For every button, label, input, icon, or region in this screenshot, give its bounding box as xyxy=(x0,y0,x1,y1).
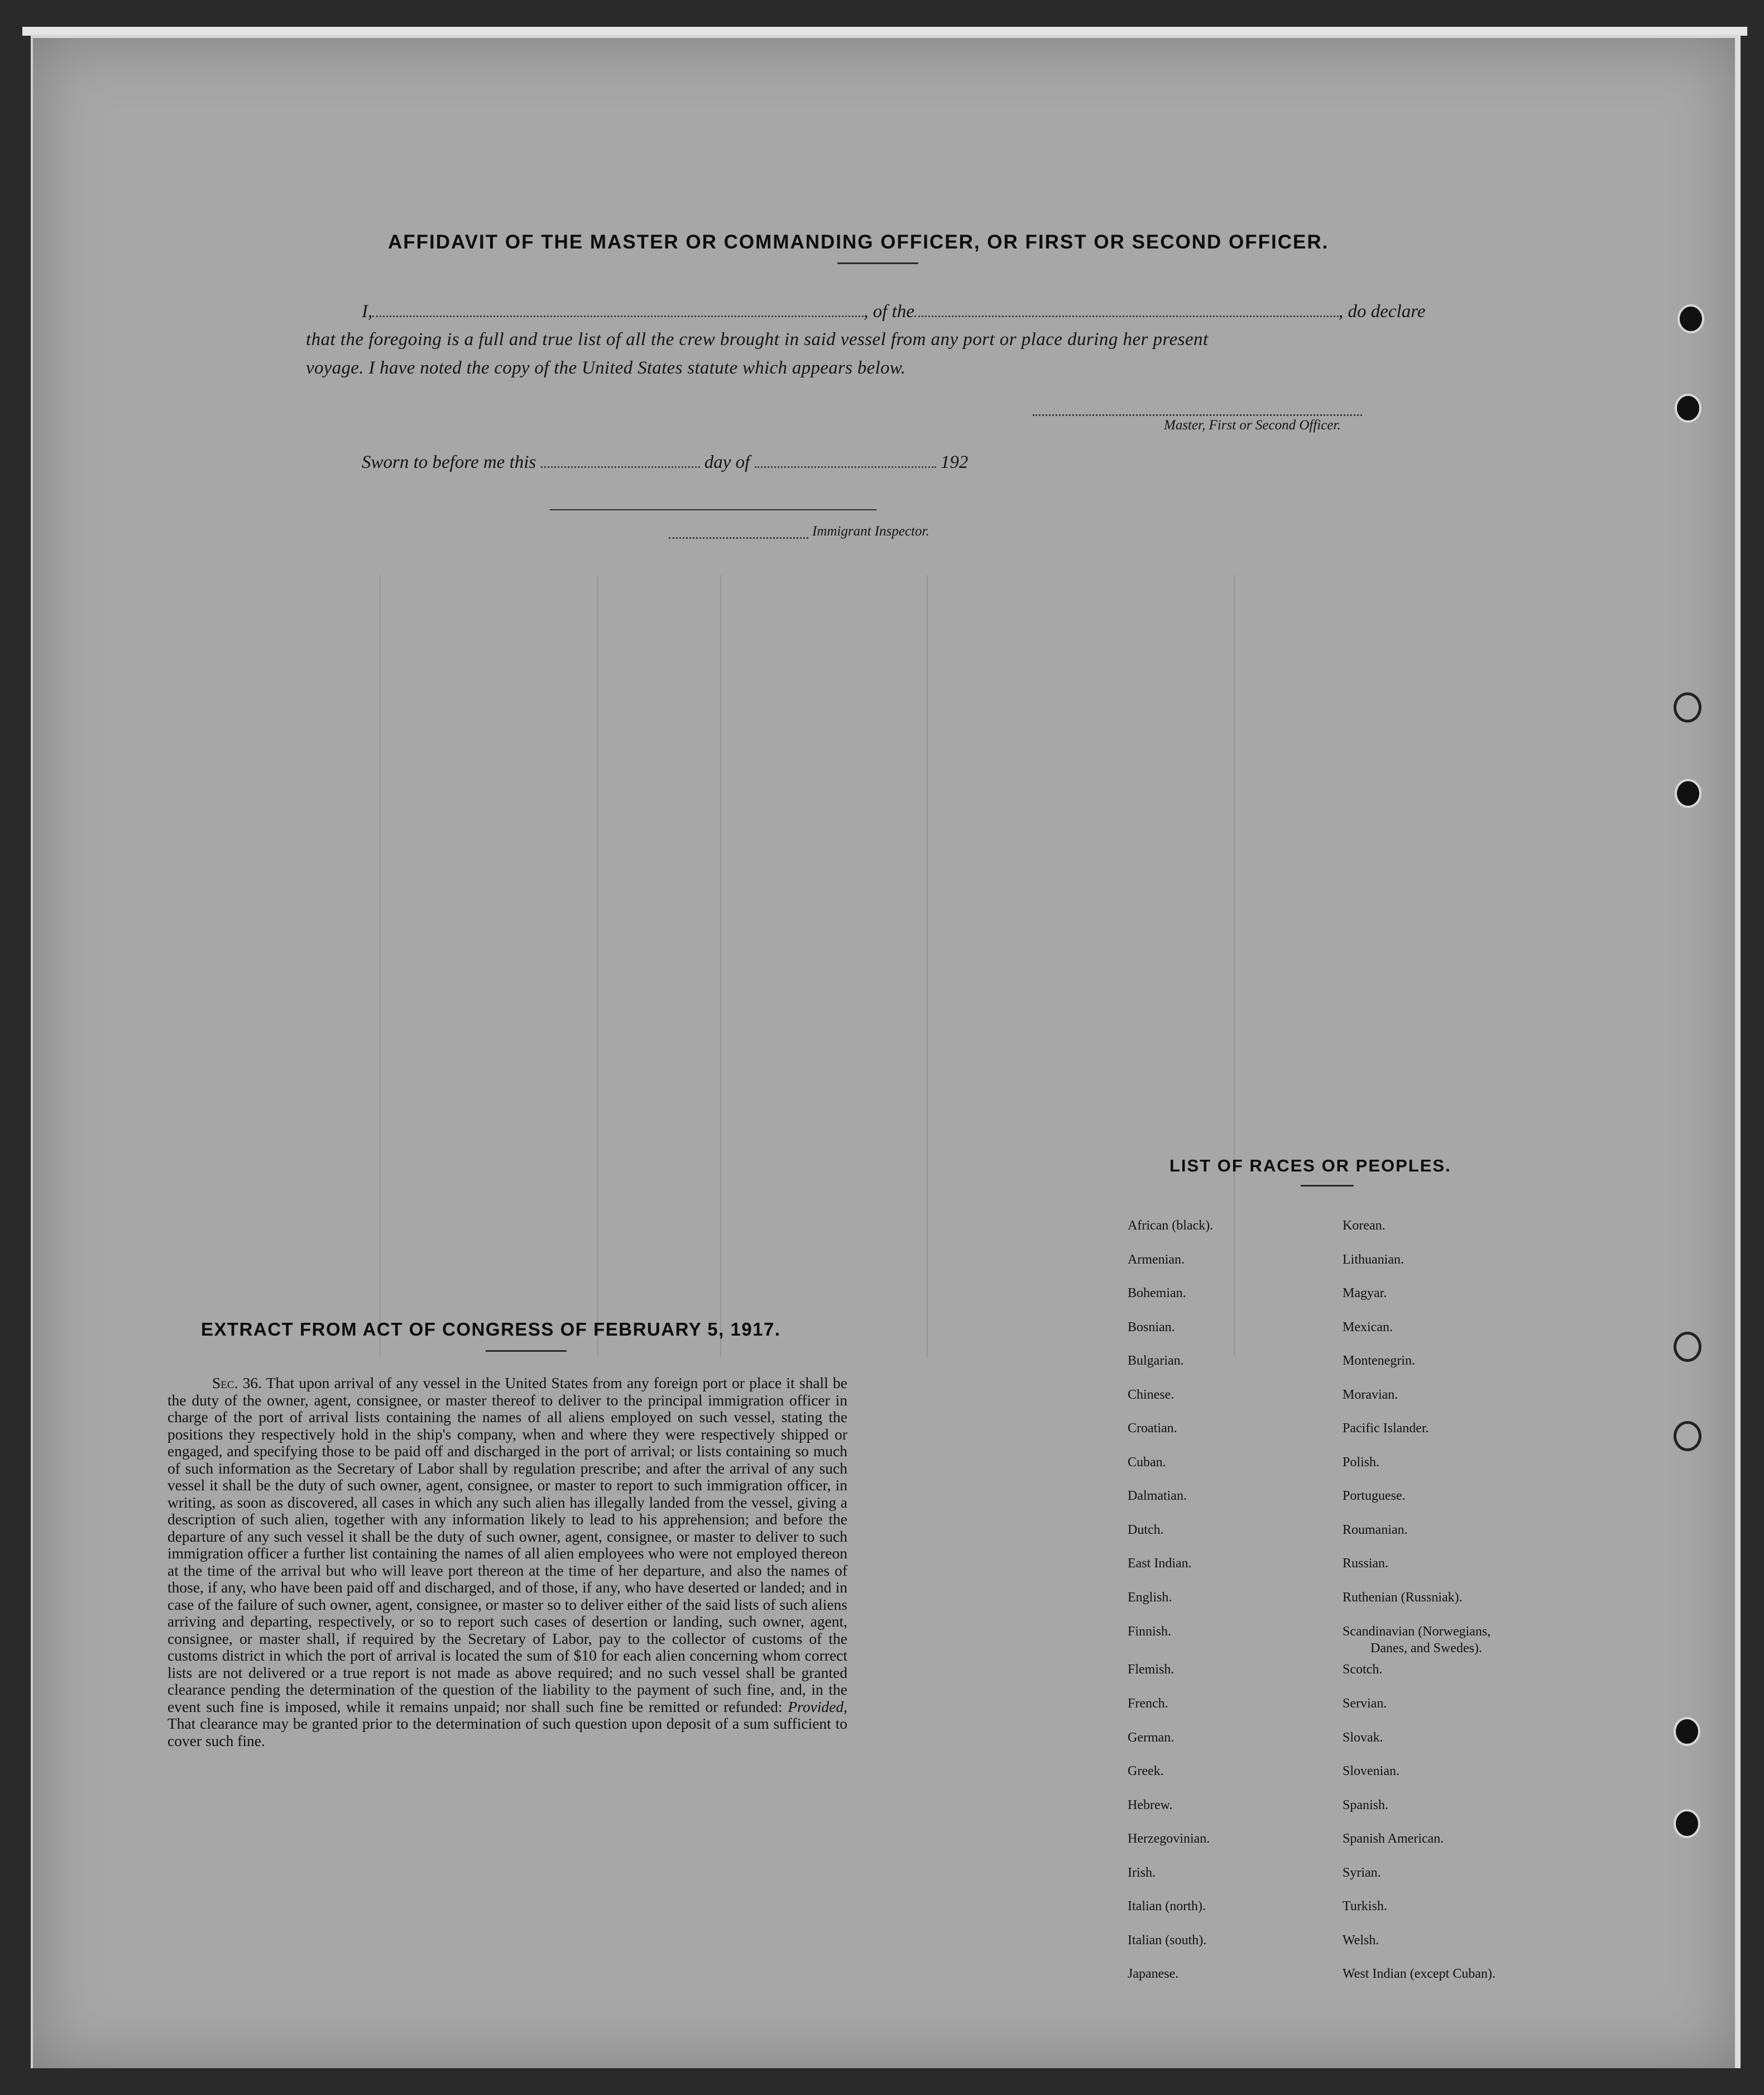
affidavit-line1-end: , do declare xyxy=(1338,302,1426,322)
affidavit-line-1 xyxy=(362,302,1425,322)
race-item: Portuguese. xyxy=(1343,1489,1406,1503)
race-item: West Indian (except Cuban). xyxy=(1343,1967,1495,1981)
affidavit-line1-start: I, xyxy=(362,302,373,322)
vessel-field[interactable] xyxy=(914,315,1339,317)
race-item: East Indian. xyxy=(1128,1556,1192,1571)
sworn-day-label: day of xyxy=(704,452,750,472)
sworn-prefix: Sworn to before me this xyxy=(362,452,536,472)
section-label: Sec. 36. xyxy=(212,1374,262,1391)
affidavit-line-3: voyage. I have noted the copy of the United States statute which appears below. xyxy=(306,358,906,378)
extract-body xyxy=(167,1375,847,1749)
punch-hole xyxy=(1674,692,1701,723)
race-item: Dutch. xyxy=(1128,1523,1164,1537)
extract-title: EXTRACT FROM ACT OF CONGRESS OF FEBRUARY 5, 1917. xyxy=(201,1319,781,1340)
race-item: African (black). xyxy=(1128,1218,1214,1233)
race-item: Flemish. xyxy=(1128,1662,1175,1677)
affidavit-title: AFFIDAVIT OF THE MASTER OR COMMANDING OFFICER, OR FIRST OR SECOND OFFICER. xyxy=(388,231,1329,253)
race-item: Korean. xyxy=(1343,1218,1386,1233)
master-signature-line[interactable] xyxy=(1033,414,1362,416)
race-item: Pacific Islander. xyxy=(1343,1421,1429,1436)
race-item: Spanish. xyxy=(1343,1798,1389,1812)
race-item: Italian (north). xyxy=(1128,1899,1206,1914)
race-item: Finnish. xyxy=(1128,1624,1172,1639)
race-item: Italian (south). xyxy=(1128,1933,1207,1948)
sworn-year: 192 xyxy=(940,452,969,472)
race-item: Greek. xyxy=(1128,1764,1164,1778)
race-item: Japanese. xyxy=(1128,1967,1179,1981)
punch-hole xyxy=(1674,1809,1700,1838)
race-item: Spanish American. xyxy=(1343,1831,1444,1846)
sworn-line xyxy=(362,452,968,473)
faint-column-line xyxy=(1234,575,1235,1357)
race-item: Herzegovinian. xyxy=(1128,1831,1210,1846)
race-item: Roumanian. xyxy=(1343,1523,1408,1537)
race-item: Armenian. xyxy=(1128,1252,1185,1267)
race-item: Cuban. xyxy=(1128,1455,1166,1470)
race-item: Turkish. xyxy=(1343,1899,1387,1914)
race-item: Montenegrin. xyxy=(1343,1353,1415,1368)
race-item: English. xyxy=(1128,1590,1172,1605)
extract-title-rule xyxy=(486,1350,567,1352)
name-field[interactable] xyxy=(372,315,864,317)
provided-word: Provided, xyxy=(788,1697,848,1715)
punch-hole xyxy=(1674,1332,1701,1362)
race-item: Moravian. xyxy=(1343,1388,1398,1402)
sworn-day-field[interactable] xyxy=(541,466,700,468)
race-item: Chinese. xyxy=(1128,1388,1175,1402)
race-item: Polish. xyxy=(1343,1455,1380,1470)
sworn-month-field[interactable] xyxy=(755,466,936,468)
extract-body-part2: That clearance may be granted prior to the determination of such question upon deposit of a sum sufficient to cover such fine. xyxy=(167,1715,847,1749)
race-item: Welsh. xyxy=(1343,1933,1379,1948)
affidavit-line1-mid: , of the xyxy=(864,302,914,322)
race-item: German. xyxy=(1128,1730,1175,1745)
race-item: Slovak. xyxy=(1343,1730,1383,1745)
race-item: Magyar. xyxy=(1343,1286,1387,1300)
race-item: Scotch. xyxy=(1343,1662,1383,1677)
affidavit-line-2: that the foregoing is a full and true list of all the crew brought in said vessel from any port or place during her present xyxy=(306,329,1209,350)
faint-column-line xyxy=(720,575,721,1357)
affidavit-title-rule xyxy=(837,262,918,264)
race-item: Bohemian. xyxy=(1128,1286,1186,1300)
race-item: Syrian. xyxy=(1343,1866,1381,1880)
race-item: Mexican. xyxy=(1343,1320,1393,1335)
race-item: Bulgarian. xyxy=(1128,1353,1184,1368)
race-item: Danes, and Swedes). xyxy=(1370,1641,1482,1656)
race-item: Croatian. xyxy=(1128,1421,1177,1436)
faint-column-line xyxy=(597,575,598,1357)
punch-hole xyxy=(1677,304,1704,333)
punch-hole xyxy=(1674,1717,1700,1746)
race-item: Lithuanian. xyxy=(1343,1252,1404,1267)
races-title: LIST OF RACES OR PEOPLES. xyxy=(1169,1156,1451,1175)
race-item: French. xyxy=(1128,1696,1168,1711)
inspector-label: Immigrant Inspector. xyxy=(812,524,929,539)
faint-column-line xyxy=(927,575,928,1357)
page-right-edge xyxy=(1735,36,1741,2068)
inspector-signature-line[interactable] xyxy=(550,509,876,510)
race-item: Bosnian. xyxy=(1128,1320,1175,1335)
punch-hole xyxy=(1675,394,1701,423)
races-title-rule xyxy=(1301,1185,1354,1187)
punch-hole xyxy=(1674,1421,1701,1451)
race-item: Hebrew. xyxy=(1128,1798,1173,1812)
punch-hole xyxy=(1675,779,1701,808)
race-item: Ruthenian (Russniak). xyxy=(1343,1590,1463,1605)
race-item: Servian. xyxy=(1343,1696,1387,1711)
race-item: Scandinavian (Norwegians, xyxy=(1343,1624,1491,1639)
race-item: Slovenian. xyxy=(1343,1764,1399,1778)
faint-column-line xyxy=(380,575,381,1357)
inspector-dotted-line xyxy=(669,537,808,539)
race-item: Dalmatian. xyxy=(1128,1489,1187,1503)
race-item: Irish. xyxy=(1128,1866,1156,1880)
master-label: Master, First or Second Officer. xyxy=(1164,418,1341,433)
extract-body-part1: That upon arrival of any vessel in the United States from any foreign port or place it shall be the duty of the owner, agent, consignee, or master thereof to deliver to the principal immigration officer in charge of the port of arrival lists containing the names of all aliens employed on such vessel, stating the positions they respectively hold in the ship's company, when and where they were respectively shipped or engaged, and specifying those to be paid off and discharged in the port of arrival; or lists containing so much of such information as the Secretary of Labor shall by regulation prescribe; and after the arrival of any such vessel it shall be the duty of such owner, agent, consignee, or master to report to such immigration officer, in writing, as soon as discovered, all cases in which any such alien has illegally landed from the vessel, giving a description of such alien, together with any information likely to lead to his apprehension; and before the departure of any such vessel it shall be the duty of such owner, agent, consignee, or master to deliver to such immigration officer a further list containing the names of all alien employees who were not employed thereon at the time of the arrival but who will leave port thereon at the time of her departure, and also the names of those, if any, who have been paid off and discharged, and of those, if any, who have deserted or landed; and in case of the failure of such owner, agent, consignee, or master so to deliver either of the said lists of such aliens arriving and departing, respectively, or so to report such cases of desertion or landing, such owner, agent, consignee, or master shall, if required by the Secretary of Labor, pay to the collector of customs of the customs district in which the port of arrival is located the sum of $10 for each alien concerning whom correct lists are not delivered or a true report is not made as above required; and no such vessel shall be granted clearance pending the determination of the question of the liability to the payment of such fine, and, in the event such fine is imposed, while it remains unpaid; nor shall such fine be remitted or refunded: xyxy=(167,1374,847,1715)
race-item: Russian. xyxy=(1343,1556,1389,1571)
